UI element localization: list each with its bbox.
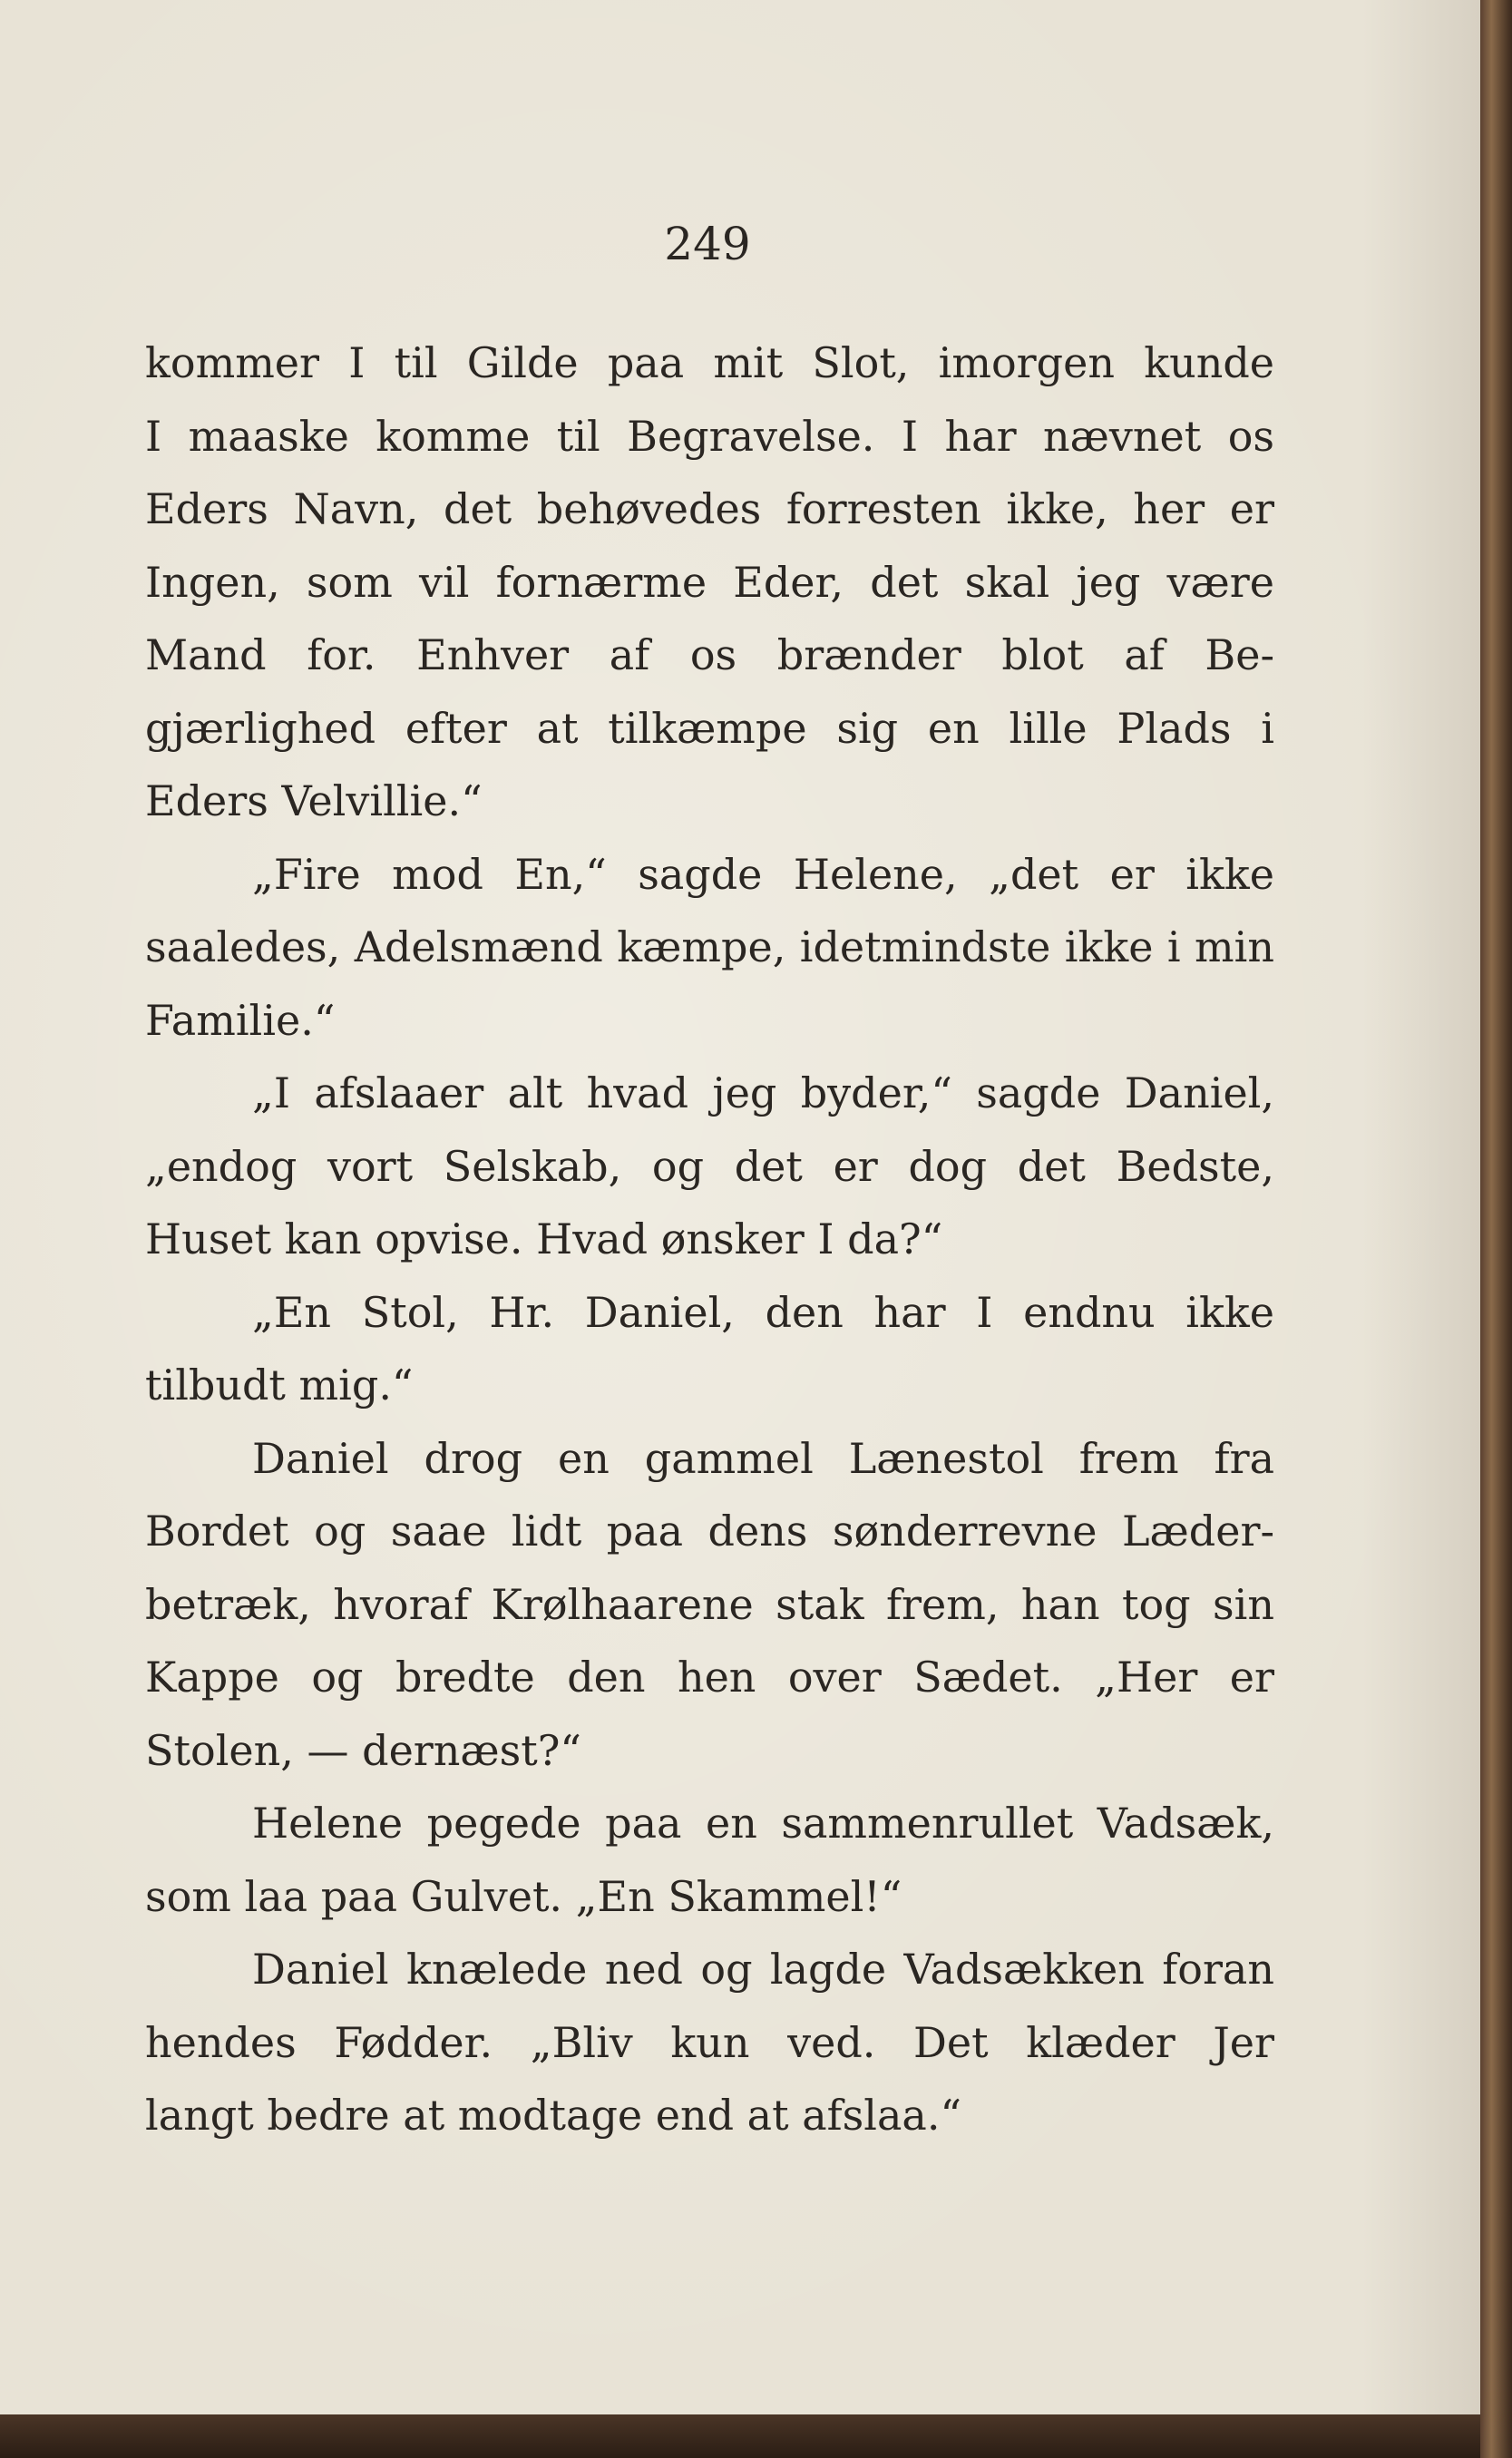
text-line: Eders Navn, det behøvedes forresten ikke, her er [145,484,1274,533]
text-line: Familie.“ [145,995,336,1045]
text-line: Daniel knælede ned og lagde Vadsækken foran [252,1945,1274,1994]
text-line: „Fire mod En,“ sagde Helene, „det er ikke [252,849,1274,899]
text-line: tilbudt mig.“ [145,1361,414,1409]
text-line: saaledes, Adelsmænd kæmpe, idetmindste ikke i min [145,922,1274,971]
text-line: hendes Fødder. „Bliv kun ved. Det klæder Jer [145,2017,1274,2067]
text-line: Daniel drog en gammel Lænestol frem fra [252,1433,1274,1483]
text-line: Huset kan opvise. Hvad ønsker I da?“ [145,1214,943,1263]
text-line: Mand for. Enhver af os brænder blot af Be- [145,630,1274,679]
text-line: betræk, hvoraf Krølhaarene stak frem, han tog sin [145,1579,1274,1629]
text-line: „endog vort Selskab, og det er dog det Bedste, [145,1141,1274,1191]
text-line: Helene pegede paa en sammenrullet Vadsæk, [252,1799,1274,1848]
text-line: som laa paa Gulvet. „En Skammel!“ [145,1871,902,1921]
text-line: langt bedre at modtage end at afslaa.“ [145,2091,961,2140]
text-line: „En Stol, Hr. Daniel, den har I endnu ikke [252,1287,1274,1337]
text-line: I maaske komme til Begravelse. I har nævnet os [145,411,1274,461]
text-line: Eders Velvillie.“ [145,776,483,825]
book-spine-edge [1480,0,1512,2458]
text-line: Stolen, — dernæst?“ [145,1725,581,1775]
page-number: 249 [664,218,751,270]
text-line: Bordet og saae lidt paa dens sønderrevne Læder- [145,1507,1274,1556]
body-text [145,327,1274,2152]
text-line: gjærlighed efter at tilkæmpe sig en lille Plads i [145,703,1274,753]
text-line: kommer I til Gilde paa mit Slot, imorgen kunde [145,338,1274,387]
text-line: „I afslaaer alt hvad jeg byder,“ sagde Daniel, [252,1068,1274,1117]
text-line: Ingen, som vil fornærme Eder, det skal jeg være [145,557,1274,607]
text-line: Kappe og bredte den hen over Sædet. „Her er [145,1653,1274,1702]
book-bottom-edge [0,2414,1480,2458]
